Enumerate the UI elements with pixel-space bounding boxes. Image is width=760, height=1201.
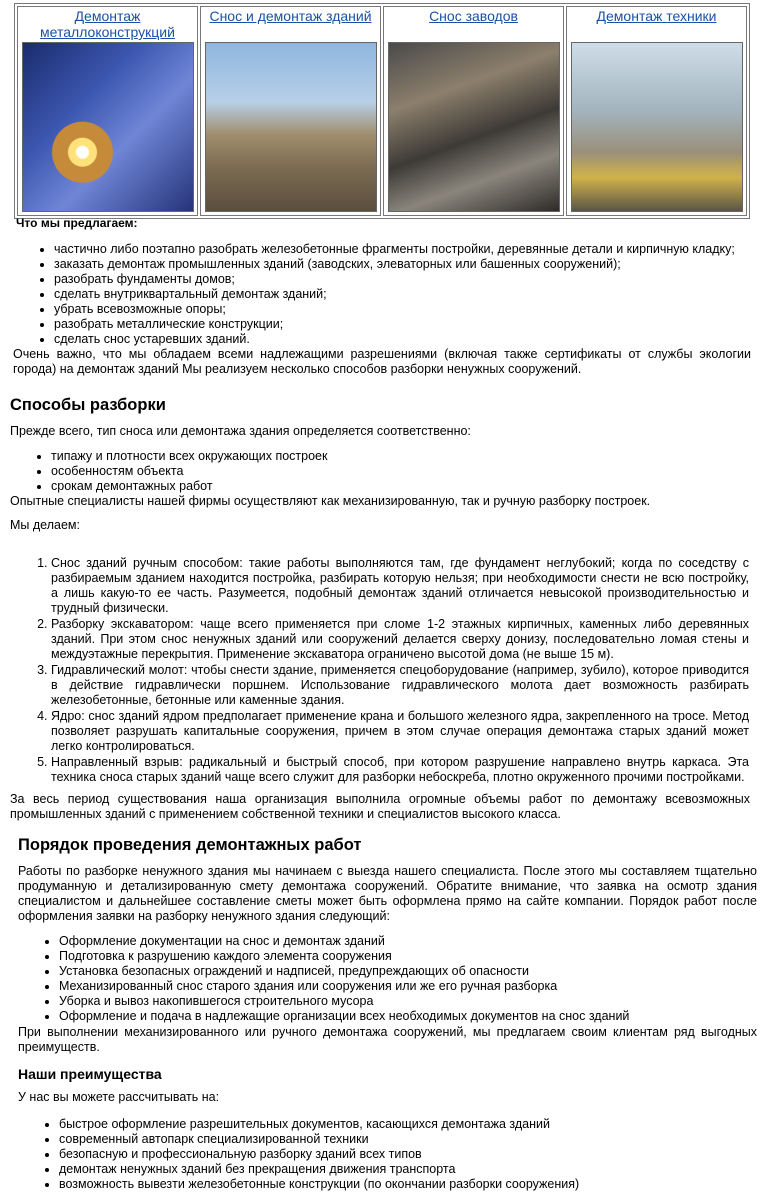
list-item: • разобрать фундаменты домов; xyxy=(54,272,754,287)
list-item: 3. Гидравлический молот: чтобы снести здание, применяется спецоборудование (например, зубило), которое приводится в действие гидравлически поршнем. Использование гидравлического молота дает возможность разбирать железобетонные, бетонные или каменные здания. xyxy=(51,663,749,708)
advantages-title: Наши преимущества xyxy=(18,1066,162,1082)
procedure-steps xyxy=(59,934,754,1024)
list-item: • типажу и плотности всех окружающих построек xyxy=(51,449,751,464)
list-item: • возможность вывезти железобетонные конструкции (по окончании разборки сооружения) xyxy=(59,1177,754,1192)
methods-summary: За весь период существования наша организация выполнила огромные объемы работ по демонтажу всевозможных промышленных зданий с применением собственной техники и специалистов высокого класса. xyxy=(10,792,750,821)
gallery-cell xyxy=(17,6,198,216)
list-item: • частично либо поэтапно разобрать железобетонные фрагменты постройки, деревянные детали и кирпичную кладку; xyxy=(54,242,754,257)
list-item: • Установка безопасных ограждений и надписей, предупреждающих об опасности xyxy=(59,964,754,979)
list-item: • разобрать металлические конструкции; xyxy=(54,317,754,332)
gallery-cell xyxy=(566,6,747,216)
list-item: • сделать снос устаревших зданий. xyxy=(54,332,754,347)
methods-note: Опытные специалисты нашей фирмы осуществляют как механизированную, так и ручную разборку построек. xyxy=(10,494,651,508)
offer-note: Очень важно, что мы обладаем всеми надлежащими разрешениями (включая также сертификаты от службы экологии города) на демонтаж зданий Мы реализуем несколько способов разборки ненужных сооружений. xyxy=(13,347,751,376)
gallery-link-buildings[interactable]: Снос и демонтаж зданий xyxy=(209,8,372,24)
list-item: • срокам демонтажных работ xyxy=(51,479,751,494)
list-item: • демонтаж ненужных зданий без прекращения движения транспорта xyxy=(59,1162,754,1177)
gallery-link-metal[interactable]: Демонтаж металлоконструкций xyxy=(40,8,175,40)
procedure-title: Порядок проведения демонтажных работ xyxy=(18,836,362,854)
procedure-intro: Работы по разборке ненужного здания мы начинаем с выезда нашего специалиста. После этого мы составляем тщательно продуманную и детализированную смету демонтажа сооружений. Обратите внимание, что заявка на осмотр здания специалистом и дальнейшее составление сметы может быть оформлена прямо на сайте компании. Порядок работ после оформления заявки на разборку ненужного здания следующий: xyxy=(18,864,757,923)
offer-section xyxy=(16,216,746,231)
methods-intro: Прежде всего, тип сноса или демонтажа здания определяется соответственно: xyxy=(10,424,471,438)
list-item: • безопасную и профессиональную разборку зданий всех типов xyxy=(59,1147,754,1162)
list-item: 2. Разборку экскаватором: чаще всего применяется при сломе 1-2 этажных кирпичных, каменных либо деревянных зданий. При этом снос ненужных зданий или сооружений делается сверху донизу, последовательно ломая стены и междуэтажные перекрытия. Применение экскаватора ограничено высотой дома (не выше 15 м). xyxy=(51,617,749,662)
list-item: • Уборка и вывоз накопившегося строительного мусора xyxy=(59,994,754,1009)
advantages-list xyxy=(59,1117,754,1192)
methods-list xyxy=(51,556,749,785)
list-item: 5. Направленный взрыв: радикальный и быстрый способ, при котором разрушение направлено внутрь каркаса. Эта техника сноса старых зданий чаще всего служит для разборки небоскреба, плотно окруженного прочими постройками. xyxy=(51,755,749,785)
demolition-machine-photo[interactable] xyxy=(571,42,743,212)
list-item: • Оформление и подача в надлежащие организации всех необходимых документов на снос зданий xyxy=(59,1009,754,1024)
list-item: • заказать демонтаж промышленных зданий (заводских, элеваторных или башенных сооружений); xyxy=(54,257,754,272)
list-item: • Механизированный снос старого здания или сооружения или же его ручная разборка xyxy=(59,979,754,994)
list-item: • особенностям объекта xyxy=(51,464,751,479)
list-item: • убрать всевозможные опоры; xyxy=(54,302,754,317)
advantages-intro: У нас вы можете рассчитывать на: xyxy=(18,1090,220,1104)
list-item: • Подготовка к разрушению каждого элемента сооружения xyxy=(59,949,754,964)
factory-ruins-photo[interactable] xyxy=(388,42,560,212)
list-item: • современный автопарк специализированной техники xyxy=(59,1132,754,1147)
gallery-cell xyxy=(200,6,381,216)
we-do-label: Мы делаем: xyxy=(10,518,80,532)
factors-list xyxy=(51,449,751,494)
gallery-cell xyxy=(383,6,564,216)
procedure-note: При выполнении механизированного или ручного демонтажа сооружений, мы предлагаем своим клиентам ряд выгодных преимуществ. xyxy=(18,1025,757,1054)
offer-list xyxy=(54,242,754,347)
welding-sparks-photo[interactable] xyxy=(22,42,194,212)
gallery-link-machinery[interactable]: Демонтаж техники xyxy=(596,8,717,24)
offer-heading: Что мы предлагаем: xyxy=(16,216,138,230)
list-item: • быстрое оформление разрешительных документов, касающихся демонтажа зданий xyxy=(59,1117,754,1132)
gallery-link-factories[interactable]: Снос заводов xyxy=(429,8,518,24)
list-item: 4. Ядро: снос зданий ядром предполагает применение крана и большого железного ядра, закрепленного на тросе. Метод позволяет разрушать капитальные сооружения, причем в этом случае операция демонтажа старых зданий может легко контролироваться. xyxy=(51,709,749,754)
list-item: • Оформление документации на снос и демонтаж зданий xyxy=(59,934,754,949)
methods-title: Способы разборки xyxy=(10,396,166,414)
excavator-demolition-photo[interactable] xyxy=(205,42,377,212)
list-item: • сделать внутриквартальный демонтаж зданий; xyxy=(54,287,754,302)
services-gallery xyxy=(14,3,750,219)
list-item: 1. Снос зданий ручным способом: такие работы выполняются там, где фундамент неглубокий; когда по соседству с разбираемым зданием находится постройка, разбирать которую нельзя; при необходимости снести не всю постройку, а лишь какую-то ее часть. Разумеется, подобный демонтаж зданий отличается невысокой производительностью и трудный физически. xyxy=(51,556,749,616)
